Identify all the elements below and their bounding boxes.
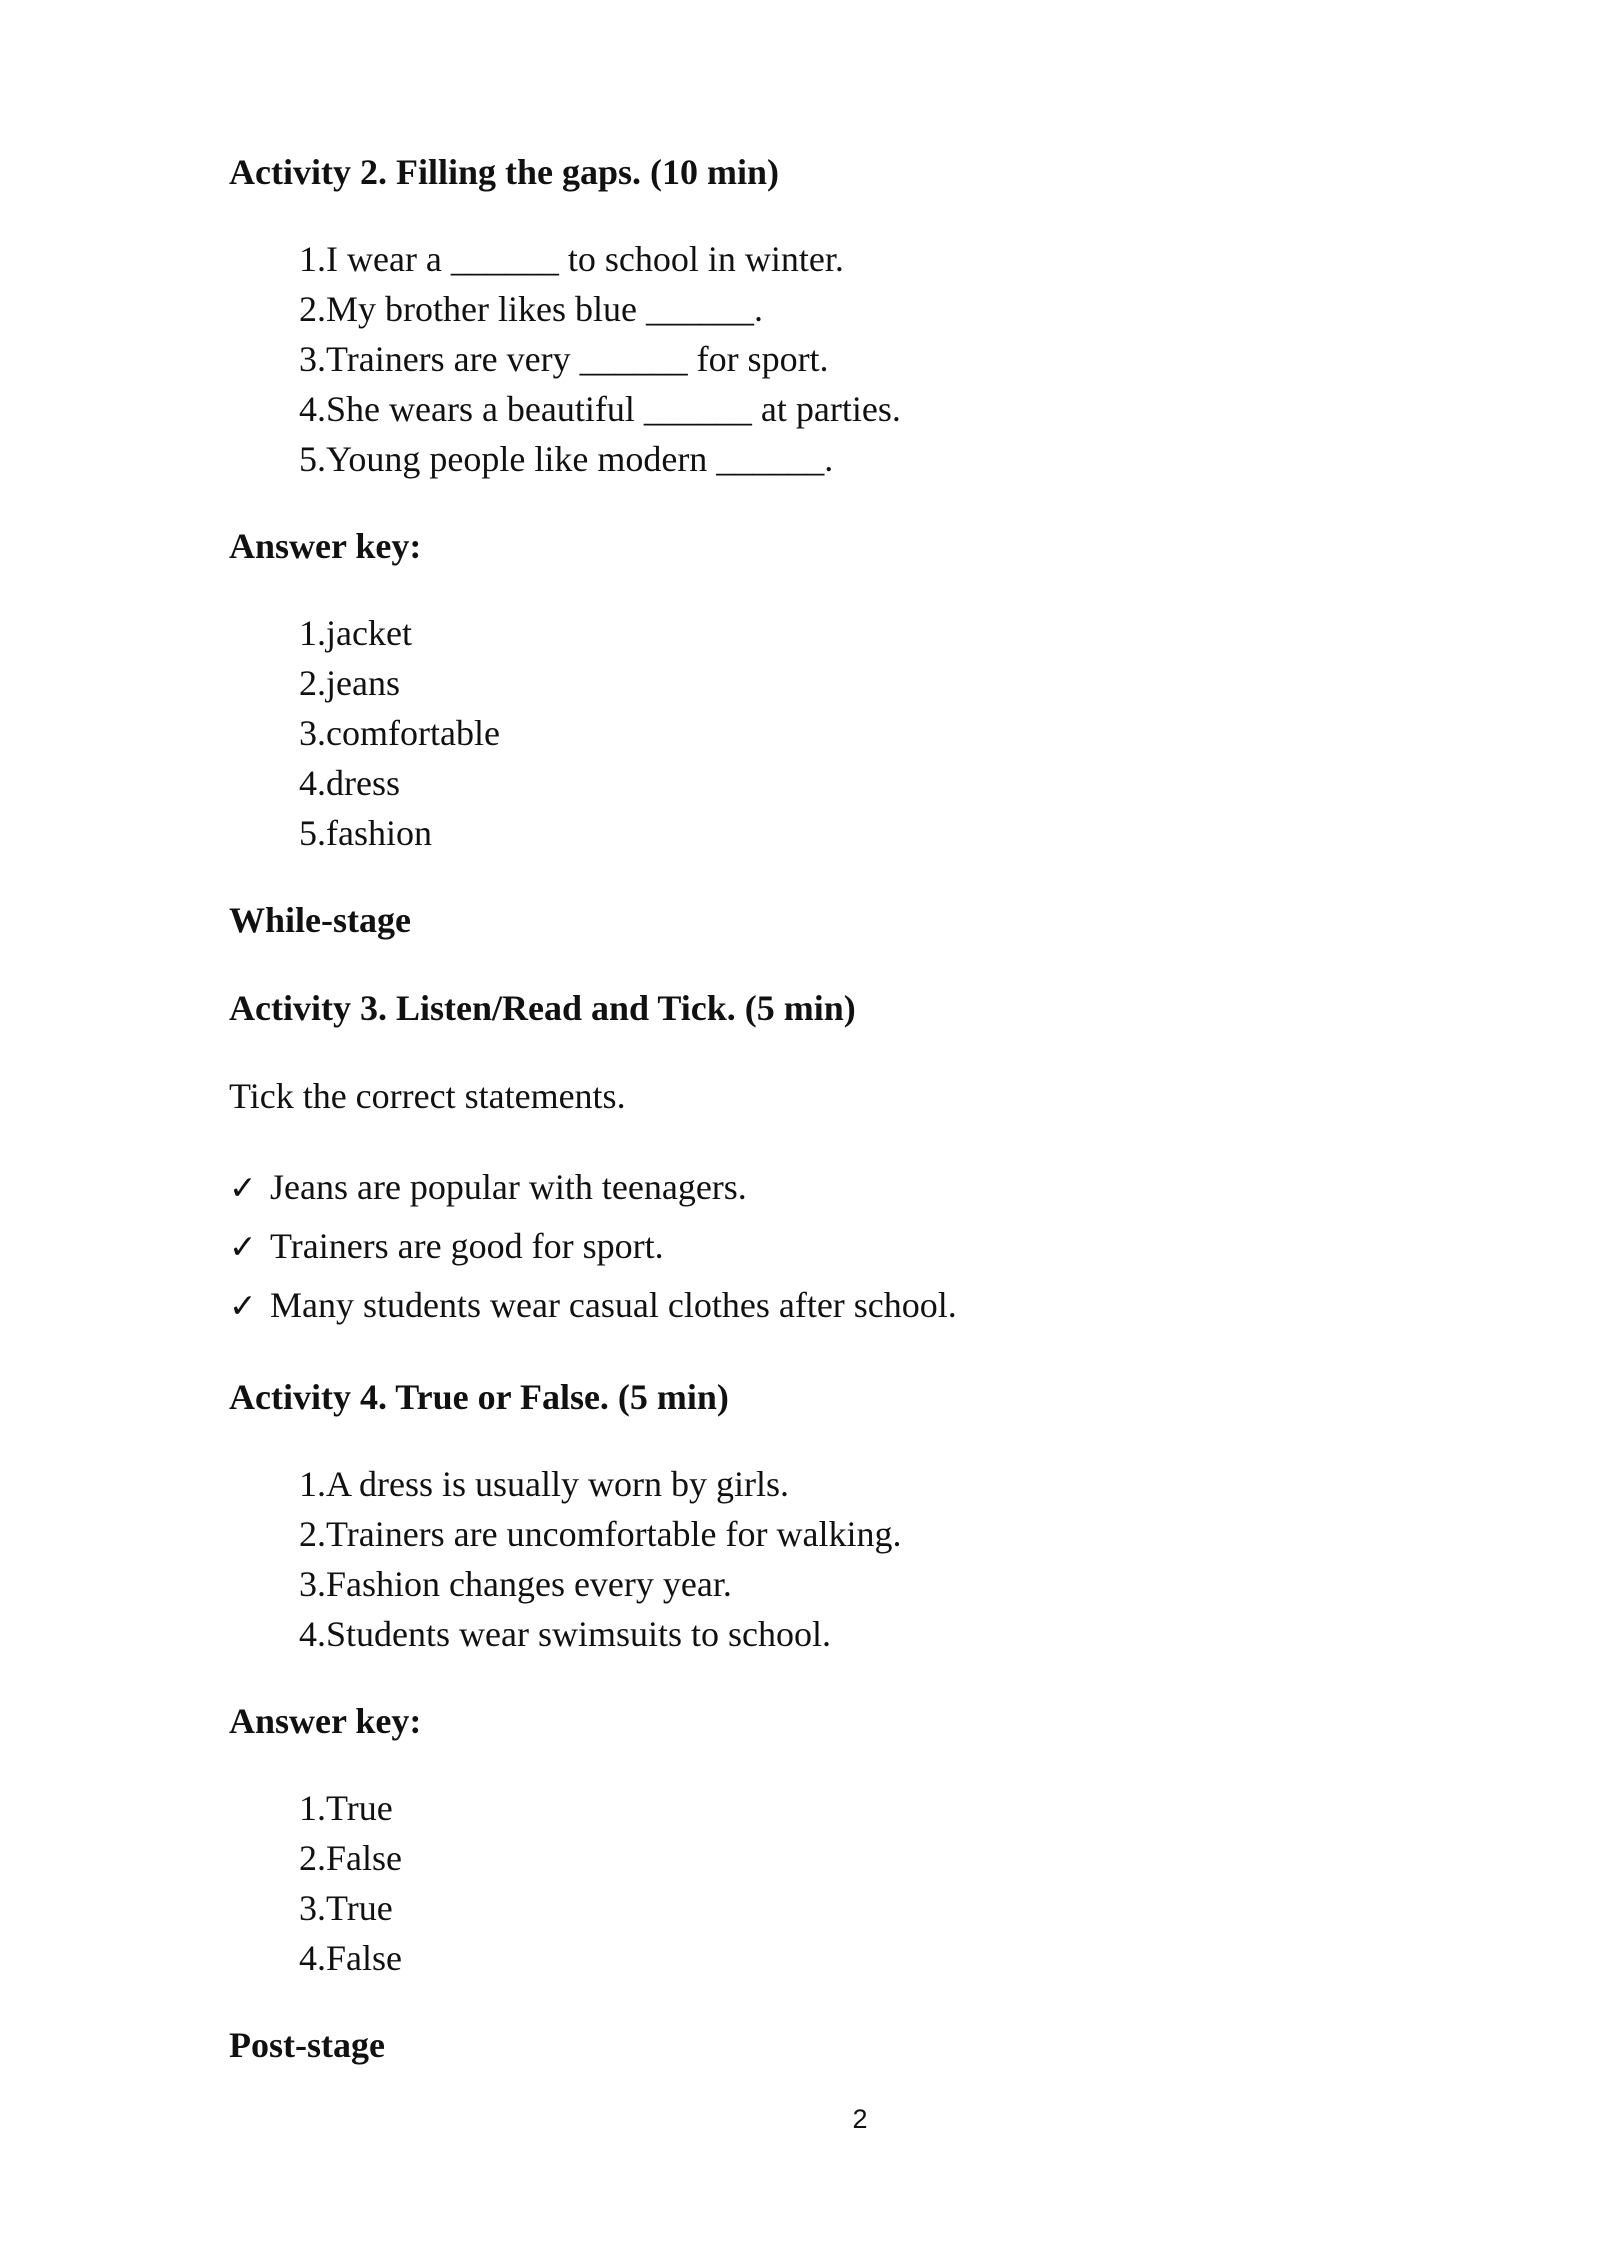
list-number: 3. xyxy=(299,1888,326,1928)
page-content xyxy=(229,146,1429,2071)
list-item xyxy=(229,1833,1429,1883)
list-item xyxy=(229,1459,1429,1509)
list-item-text: jeans xyxy=(326,663,400,703)
tick-list-item-text: Many students wear casual clothes after school. xyxy=(270,1285,957,1325)
list-item-text: dress xyxy=(326,763,400,803)
list-item xyxy=(229,234,1429,284)
activity-4-heading: Activity 4. True or False. (5 min) xyxy=(229,1377,729,1417)
list-item-text: Trainers are very ______ for sport. xyxy=(326,339,829,379)
while-stage-heading: While-stage xyxy=(229,900,411,940)
activity-2-heading: Activity 2. Filling the gaps. (10 min) xyxy=(229,152,779,192)
list-item-text: jacket xyxy=(326,613,412,653)
list-number: 4. xyxy=(299,763,326,803)
activity-4-list xyxy=(229,1459,1429,1659)
list-item-text: Trainers are uncomfortable for walking. xyxy=(326,1514,902,1554)
list-number: 3. xyxy=(299,1564,326,1604)
tick-list-item-text: Trainers are good for sport. xyxy=(270,1226,664,1266)
list-item-text: Students wear swimsuits to school. xyxy=(326,1614,831,1654)
tick-list-item xyxy=(229,1217,1429,1276)
list-item xyxy=(229,434,1429,484)
list-item xyxy=(229,1933,1429,1983)
list-item-text: False xyxy=(326,1838,402,1878)
list-item xyxy=(229,1783,1429,1833)
answer-key-2-list xyxy=(229,1783,1429,1983)
list-item-text: comfortable xyxy=(326,713,500,753)
list-number: 4. xyxy=(299,1614,326,1654)
list-number: 2. xyxy=(299,289,326,329)
tick-list-item-text: Jeans are popular with teenagers. xyxy=(270,1167,747,1207)
post-stage-heading: Post-stage xyxy=(229,2025,385,2065)
list-number: 1. xyxy=(299,613,326,653)
activity-3-heading: Activity 3. Listen/Read and Tick. (5 min) xyxy=(229,988,856,1028)
list-item-text: True xyxy=(326,1788,393,1828)
list-number: 2. xyxy=(299,663,326,703)
checkmark-icon: ✓ xyxy=(229,1227,257,1266)
list-item-text: She wears a beautiful ______ at parties. xyxy=(326,389,901,429)
list-item xyxy=(229,1609,1429,1659)
activity-3-instruction: Tick the correct statements. xyxy=(229,1076,626,1116)
list-item-text: True xyxy=(326,1888,393,1928)
answer-key-1-heading: Answer key: xyxy=(229,526,422,566)
list-number: 5. xyxy=(299,813,326,853)
list-number: 1. xyxy=(299,1788,326,1828)
list-number: 4. xyxy=(299,1938,326,1978)
list-item-text: A dress is usually worn by girls. xyxy=(326,1464,789,1504)
answer-key-1-list xyxy=(229,608,1429,858)
list-number: 3. xyxy=(299,339,326,379)
list-item xyxy=(229,284,1429,334)
list-number: 1. xyxy=(299,239,326,279)
list-item-text: Young people like modern ______. xyxy=(326,439,834,479)
tick-list-item xyxy=(229,1276,1429,1335)
list-item xyxy=(229,384,1429,434)
checkmark-icon: ✓ xyxy=(229,1286,257,1325)
list-number: 3. xyxy=(299,713,326,753)
list-item xyxy=(229,758,1429,808)
list-number: 2. xyxy=(299,1838,326,1878)
list-number: 5. xyxy=(299,439,326,479)
list-item-text: False xyxy=(326,1938,402,1978)
activity-2-list xyxy=(229,234,1429,484)
answer-key-2-heading: Answer key: xyxy=(229,1701,422,1741)
tick-list-item xyxy=(229,1158,1429,1217)
list-item xyxy=(229,658,1429,708)
list-number: 1. xyxy=(299,1464,326,1504)
list-number: 2. xyxy=(299,1514,326,1554)
activity-3-tick-list xyxy=(229,1158,1429,1335)
list-item-text: fashion xyxy=(326,813,432,853)
list-item-text: Fashion changes every year. xyxy=(326,1564,732,1604)
checkmark-icon: ✓ xyxy=(229,1168,257,1207)
list-item-text: I wear a ______ to school in winter. xyxy=(326,239,844,279)
list-number: 4. xyxy=(299,389,326,429)
list-item xyxy=(229,808,1429,858)
list-item xyxy=(229,708,1429,758)
list-item xyxy=(229,608,1429,658)
list-item-text: My brother likes blue ______. xyxy=(326,289,763,329)
page-number: 2 xyxy=(852,2104,868,2134)
list-item xyxy=(229,1509,1429,1559)
list-item xyxy=(229,334,1429,384)
list-item xyxy=(229,1559,1429,1609)
list-item xyxy=(229,1883,1429,1933)
